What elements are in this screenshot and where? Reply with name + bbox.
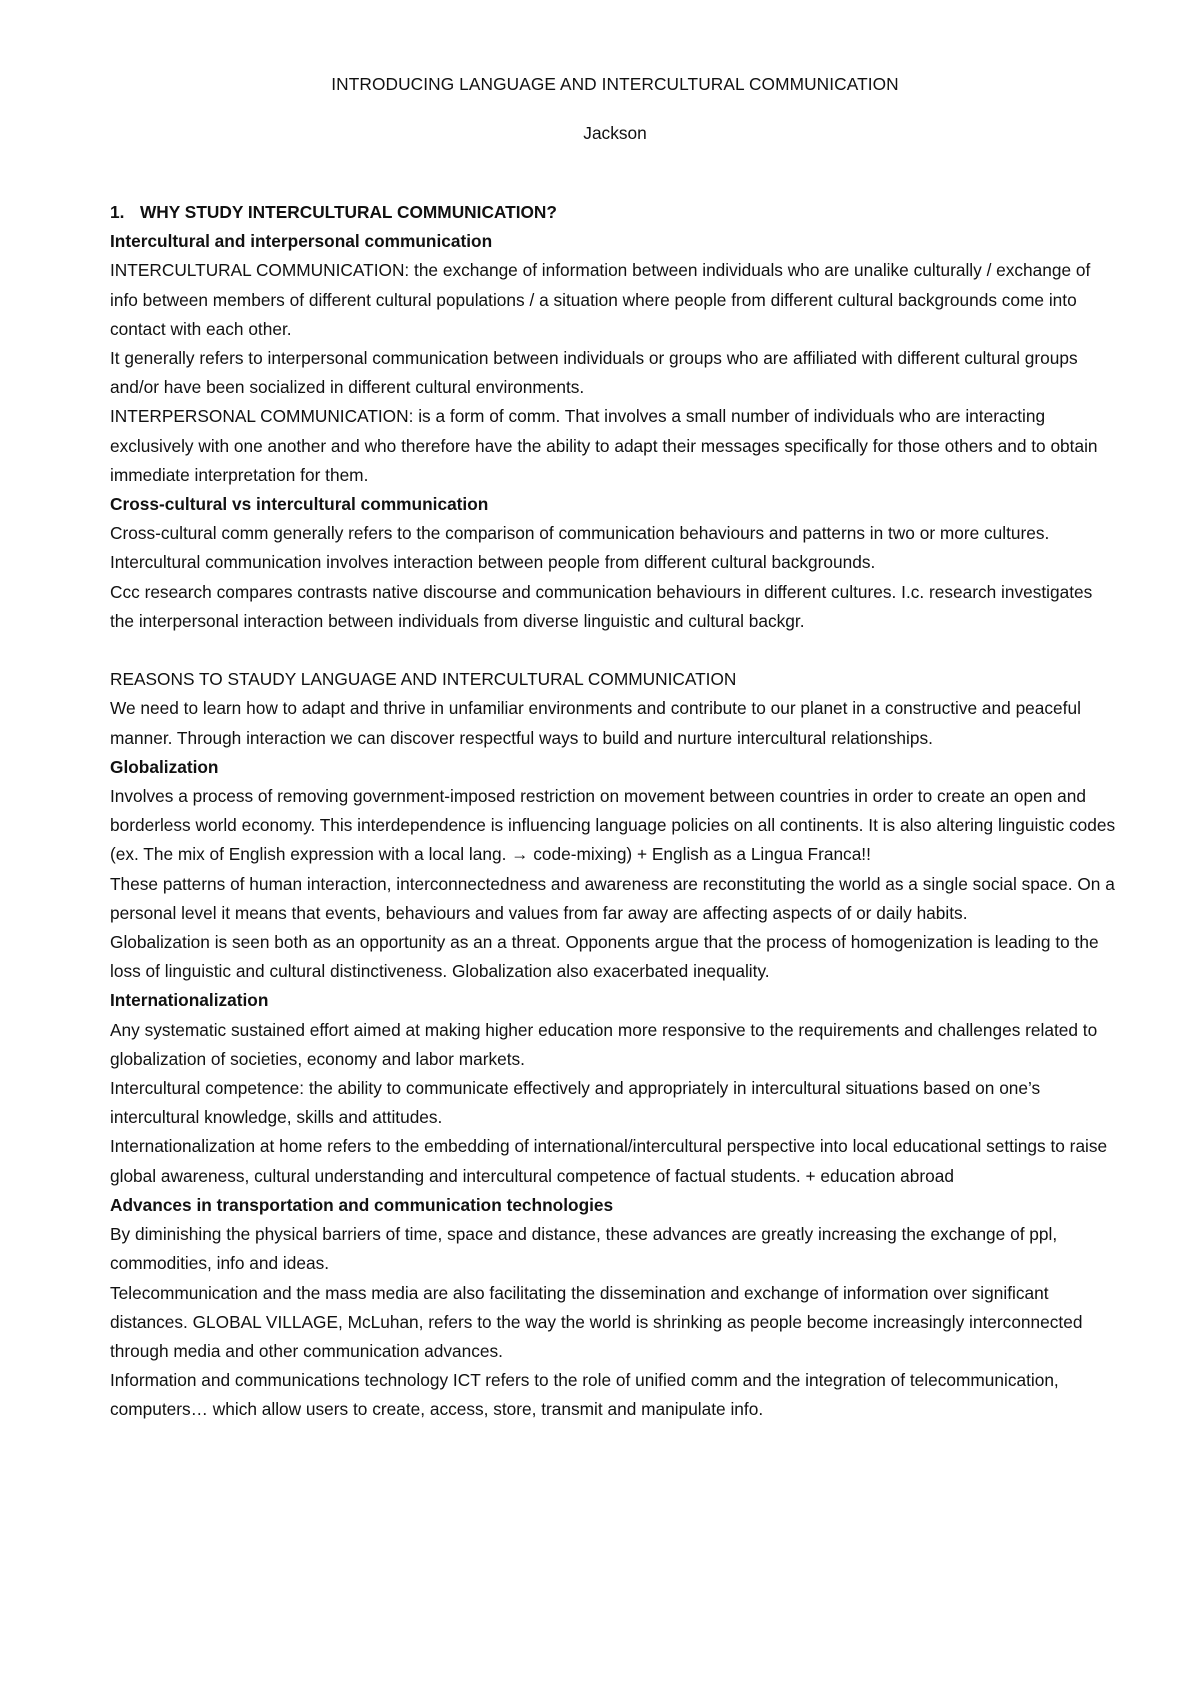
spacer — [110, 636, 1120, 665]
reasons-heading: REASONS TO STAUDY LANGUAGE AND INTERCULTURAL COMMUNICATION — [110, 669, 737, 690]
subheading-cross-cultural: Cross-cultural vs intercultural communication — [110, 494, 489, 515]
paragraph: Involves a process of removing government-imposed restriction on movement between countries in order to create an open and borderless world economy. This interdependence is influencing language policies on all continents. It is also altering linguistic codes (ex. The mix of English expression with a local lang. → code-mixing) + English as a Lingua Franca!! — [110, 786, 1116, 865]
paragraph: It generally refers to interpersonal communication between individuals or groups who are affiliated with different cultural groups and/or have been socialized in different cultural environments. — [110, 348, 1078, 398]
section-1-title: WHY STUDY INTERCULTURAL COMMUNICATION? — [140, 202, 557, 222]
document-title: INTRODUCING LANGUAGE AND INTERCULTURAL COMMUNICATION — [331, 74, 899, 94]
paragraph: Globalization is seen both as an opportunity as an a threat. Opponents argue that the process of homogenization is leading to the loss of linguistic and cultural distinctiveness. Globalization also exacerbated inequality. — [110, 932, 1099, 982]
paragraph: Telecommunication and the mass media are also facilitating the dissemination and exchange of information over significant distances. GLOBAL VILLAGE, McLuhan, refers to the way the world is shrinking as people become increasingly interconnected through media and other communication advances. — [110, 1282, 1083, 1361]
paragraph: We need to learn how to adapt and thrive in unfamiliar environments and contribute to our planet in a constructive and peaceful manner. Through interaction we can discover respectful ways to build and nurture intercultural relationships. — [110, 698, 1081, 748]
paragraph: INTERCULTURAL COMMUNICATION: the exchange of information between individuals who are unalike culturally / exchange of info between members of different cultural populations / a situation where people from different cultural backgrounds come into contact with each other. — [110, 260, 1091, 339]
subheading-globalization: Globalization — [110, 756, 219, 777]
paragraph: Intercultural competence: the ability to communicate effectively and appropriately in intercultural situations based on one’s intercultural knowledge, skills and attitudes. — [110, 1078, 1041, 1128]
section-1-heading — [110, 198, 1120, 227]
paragraph: Any systematic sustained effort aimed at making higher education more responsive to the requirements and challenges related to globalization of societies, economy and labor markets. — [110, 1019, 1098, 1069]
paragraph: Cross-cultural comm generally refers to the comparison of communication behaviours and patterns in two or more cultures. Intercultural communication involves interaction between people from different cultural backgrounds. — [110, 523, 1050, 573]
paragraph: These patterns of human interaction, interconnectedness and awareness are reconstituting the world as a single social space. On a personal level it means that events, behaviours and values from far away are affecting aspects of or daily habits. — [110, 873, 1115, 923]
subheading-advances-technology: Advances in transportation and communication technologies — [110, 1194, 614, 1215]
subheading-internationalization: Internationalization — [110, 990, 269, 1011]
paragraph: Internationalization at home refers to the embedding of international/intercultural perspective into local educational settings to raise global awareness, cultural understanding and intercultural competence of factual students. + education abroad — [110, 1136, 1108, 1186]
document-body — [110, 198, 1120, 1425]
document-author: Jackson — [583, 123, 647, 143]
paragraph: By diminishing the physical barriers of time, space and distance, these advances are greatly increasing the exchange of ppl, commodities, info and ideas. — [110, 1224, 1058, 1274]
section-1-number: 1. — [110, 202, 125, 222]
paragraph: Ccc research compares contrasts native discourse and communication behaviours in different cultures. I.c. research investigates the interpersonal interaction between individuals from diverse linguistic and cultural backgr. — [110, 581, 1093, 631]
paragraph: INTERPERSONAL COMMUNICATION: is a form of comm. That involves a small number of individuals who are interacting exclusively with one another and who therefore have the ability to adapt their messages specifically for those others and to obtain immediate interpretation for them. — [110, 406, 1098, 485]
paragraph: Information and communications technology ICT refers to the role of unified comm and the integration of telecommunication, computers… which allow users to create, access, store, transmit and manipulate info. — [110, 1370, 1059, 1420]
subheading-intercultural-interpersonal: Intercultural and interpersonal communication — [110, 231, 493, 252]
